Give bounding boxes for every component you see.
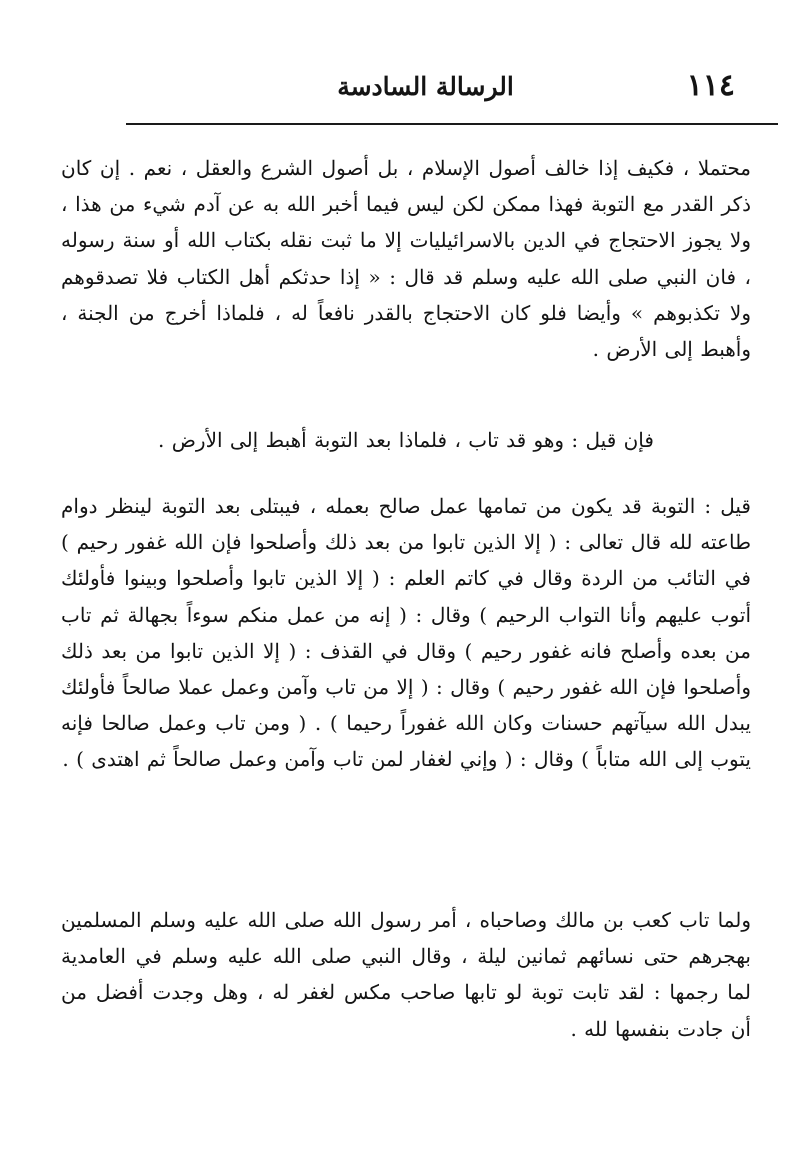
running-title: الرسالة السادسة xyxy=(337,72,514,101)
paragraph-1: محتملا ، فكيف إذا خالف أصول الإسلام ، بل أصول الشرع والعقل ، نعم . إن كان ذكر القدر مع التوبة فهذا ممكن لكن ليس فيما أخبر الله به عن آدم شيء من هذا ، ولا يجوز الاحتجاج في الدين بالاسرائيليات إلا ما ثبت نقله بكتاب الله أو سنة رسوله ، فان النبي صلى الله عليه وسلم قد قال : « إذا حدثكم أهل الكتاب فلا تصدقوهم ولا تكذبوهم » وأيضا فلو كان الاحتجاج بالقدر نافعاً له ، فلماذا أخرج من الجنة ، وأهبط إلى الأرض . xyxy=(61,156,751,362)
header-rule xyxy=(126,123,778,125)
paragraph-2: فإن قيل : وهو قد تاب ، فلماذا بعد التوبة أهبط إلى الأرض . xyxy=(158,428,654,452)
paragraph-4: ولما تاب كعب بن مالك وصاحباه ، أمر رسول الله صلى الله عليه وسلم المسلمين بهجرهم حتى نسائهم ثمانين ليلة ، وقال النبي صلى الله عليه وسلم في العامدية لما رجمها : لقد تابت توبة لو تابها صاحب مكس لغفر له ، وهل وجدت أفضل من أن جادت بنفسها لله . xyxy=(61,908,751,1041)
page-number: ١١٤ xyxy=(686,68,735,103)
paragraph-3: قيل : التوبة قد يكون من تمامها عمل صالح بعمله ، فيبتلى بعد التوبة لينظر دوام طاعته لله قال تعالى : ( إلا الذين تابوا من بعد ذلك وأصلحوا فإن الله غفور رحيم ) في التائب من الردة وقال في كاتم العلم : ( إلا الذين تابوا وأصلحوا وبينوا فأولئك أتوب عليهم وأنا التواب الرحيم ) وقال : ( إنه من عمل منكم سوءاً بجهالة ثم تاب من بعده وأصلح فانه غفور رحيم ) وقال في القذف : ( إلا الذين تابوا من بعد ذلك وأصلحوا فإن الله غفور رحيم ) وقال : ( إلا من تاب وآمن وعمل عملا صالحاً فأولئك يبدل الله سيآتهم حسنات وكان الله غفوراً رحيما ) . ( ومن تاب وعمل صالحا فإنه يتوب إلى الله متاباً ) وقال : ( وإني لغفار لمن تاب وآمن وعمل صالحاً ثم اهتدى ) . xyxy=(61,494,751,772)
